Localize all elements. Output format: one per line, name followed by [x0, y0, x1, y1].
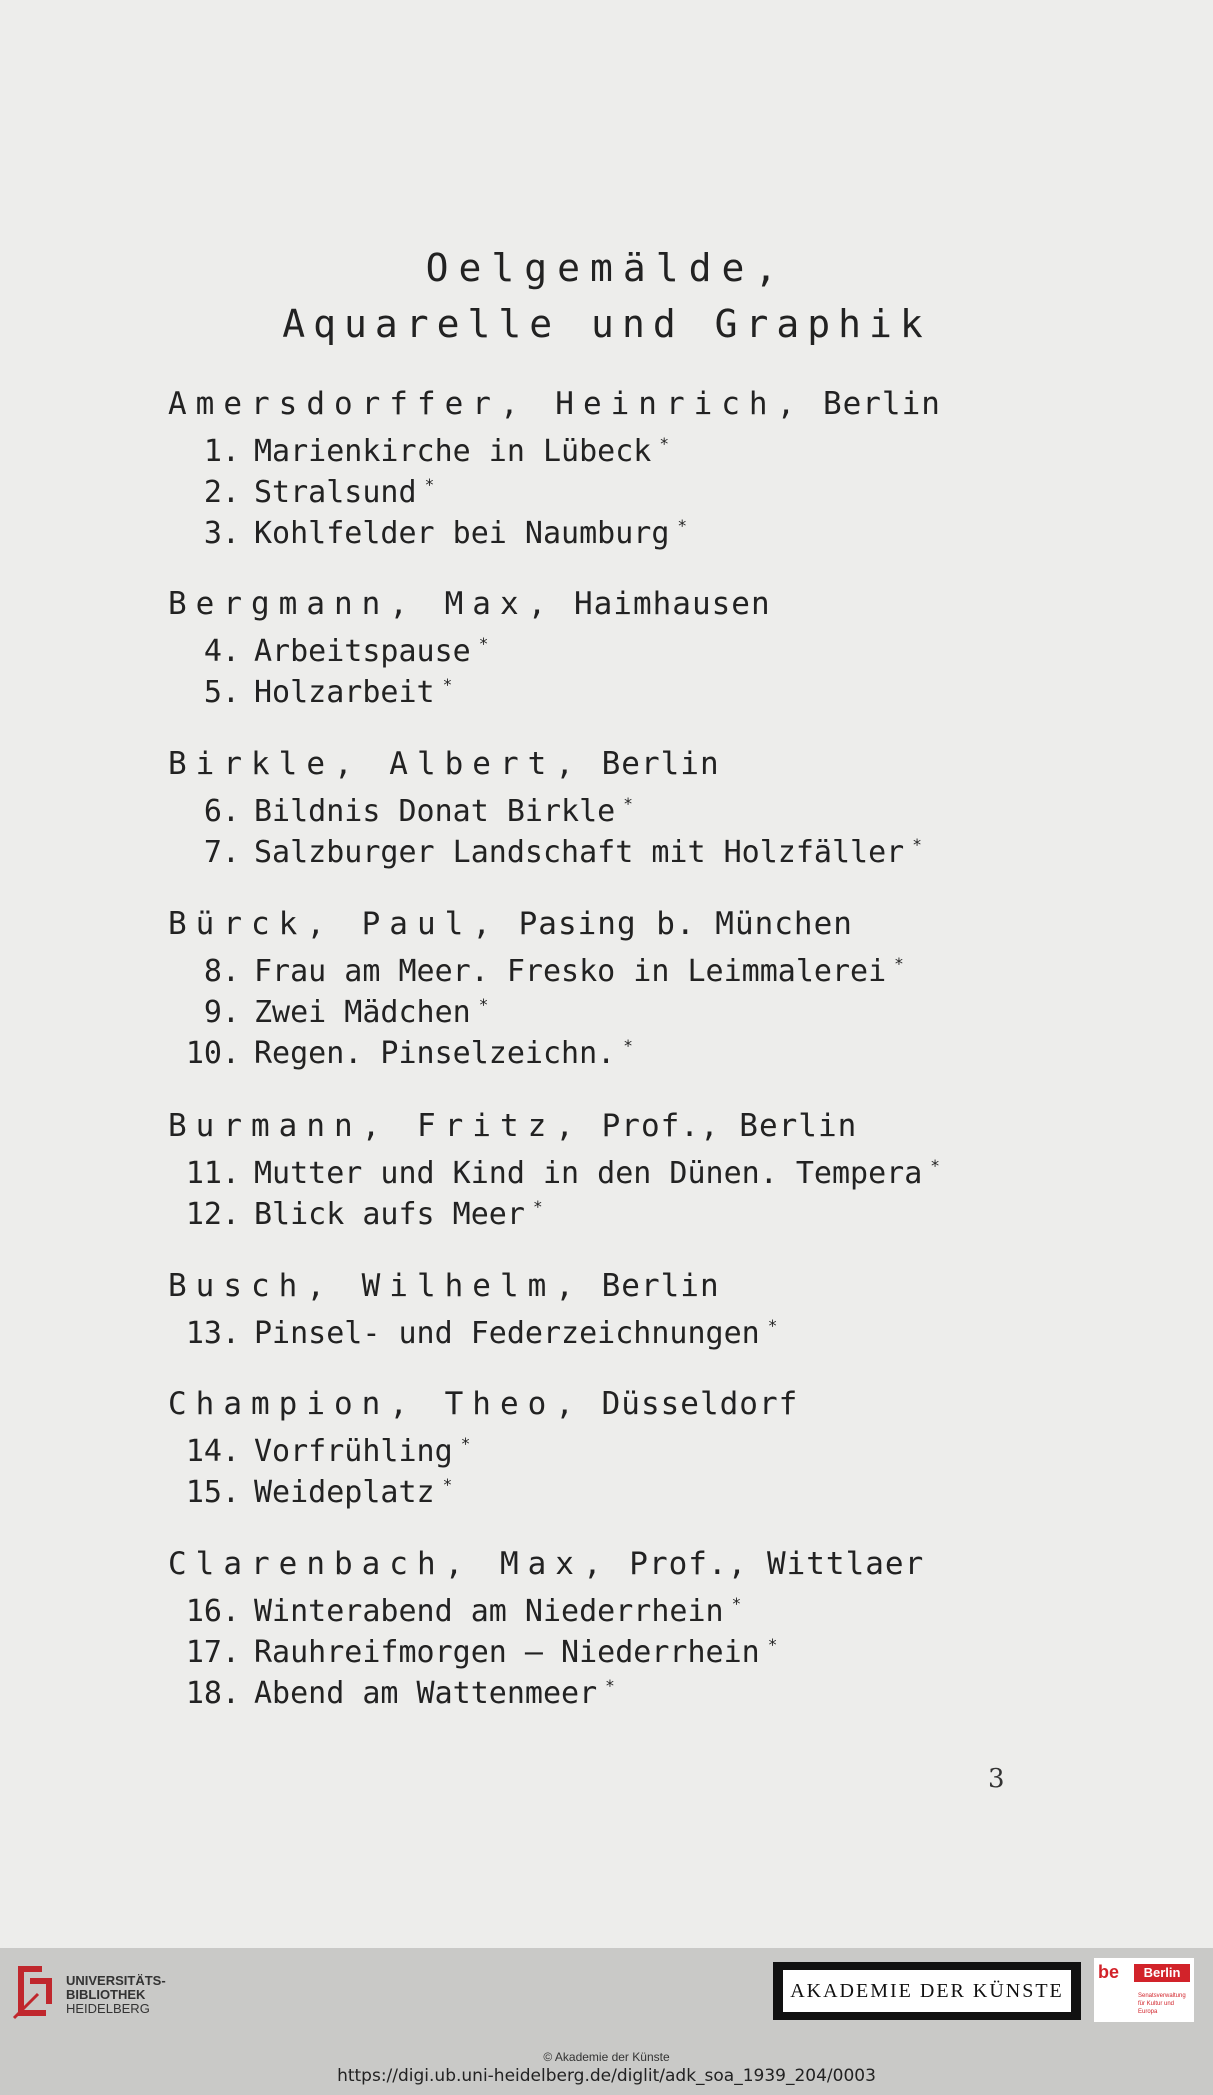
work-item	[180, 1594, 741, 1629]
work-item	[180, 1475, 452, 1510]
artist-name: Busch, Wilhelm,	[168, 1268, 583, 1304]
work-number: 8.	[203, 954, 240, 989]
work-item	[180, 794, 633, 829]
work-number: 10.	[185, 1036, 240, 1071]
work-asterisk: *	[478, 634, 489, 653]
artist-place: Pasing b. München	[518, 906, 853, 942]
work-title: Blick aufs Meer	[254, 1197, 525, 1232]
artist-name: Clarenbach, Max,	[168, 1546, 611, 1582]
work-item	[180, 434, 669, 469]
work-item	[180, 475, 434, 510]
work-asterisk: *	[605, 1676, 615, 1695]
work-title: Abend am Wattenmeer	[254, 1676, 598, 1711]
work-number: 12.	[185, 1197, 240, 1232]
work-number: 2.	[203, 475, 240, 510]
work-item	[180, 1635, 777, 1670]
berlin-subtitle	[1138, 1992, 1194, 2016]
work-item	[180, 995, 488, 1030]
work-asterisk: *	[912, 835, 922, 854]
artist-place: Prof., Berlin	[601, 1108, 858, 1144]
work-item	[180, 954, 904, 989]
copyright-notice: © Akademie der Künste	[543, 2050, 670, 2064]
artist-place: Berlin	[601, 746, 720, 782]
work-number: 7.	[203, 835, 240, 870]
work-asterisk: *	[659, 434, 669, 453]
akademie-der-kuenste-logo[interactable]	[773, 1962, 1081, 2020]
work-number: 1.	[203, 434, 240, 469]
work-title: Weideplatz	[254, 1475, 435, 1510]
work-title: Winterabend am Niederrhein	[254, 1594, 724, 1629]
work-item	[180, 835, 922, 870]
work-number: 14.	[185, 1434, 240, 1469]
ub-line-3: HEIDELBERG	[66, 2001, 150, 2016]
work-asterisk: *	[460, 1434, 471, 1453]
work-title: Vorfrühling	[254, 1434, 453, 1469]
work-item	[180, 1036, 633, 1071]
artist-heading	[168, 1108, 857, 1144]
work-asterisk: *	[623, 794, 633, 813]
work-number: 16.	[185, 1594, 240, 1629]
artist-heading	[168, 386, 941, 422]
artist-heading	[168, 1546, 924, 1582]
berlin-subtitle-line-1: Senatsverwaltung	[1138, 1993, 1186, 1999]
artist-place: Düsseldorf	[601, 1386, 799, 1422]
ub-heidelberg-logo[interactable]	[12, 1958, 172, 2028]
work-number: 11.	[185, 1156, 240, 1191]
artist-place: Berlin	[601, 1268, 720, 1304]
heading-line-2: Aquarelle und Graphik	[282, 302, 931, 346]
work-asterisk: *	[442, 1475, 453, 1494]
work-number: 3.	[203, 516, 240, 551]
artist-name: Bergmann, Max,	[168, 586, 556, 622]
work-title: Marienkirche in Lübeck	[254, 434, 652, 469]
ub-line-1: UNIVERSITÄTS-	[66, 1973, 166, 1988]
permalink-url[interactable]: https://digi.ub.uni-heidelberg.de/diglit/adk_soa_1939_204/0003	[337, 2066, 876, 2086]
work-title: Regen. Pinselzeichn.	[254, 1036, 616, 1071]
work-asterisk: *	[478, 995, 489, 1014]
work-number: 13.	[185, 1316, 240, 1351]
work-asterisk: *	[894, 954, 904, 973]
work-title: Rauhreifmorgen — Niederrhein	[254, 1635, 760, 1670]
work-item	[180, 1316, 777, 1351]
work-item	[180, 1197, 543, 1232]
artist-name: Amersdorffer, Heinrich,	[168, 386, 805, 422]
work-asterisk: *	[731, 1594, 742, 1613]
artist-heading	[168, 1268, 720, 1304]
work-item	[180, 1434, 470, 1469]
work-asterisk: *	[767, 1635, 778, 1654]
work-asterisk: *	[623, 1036, 633, 1055]
work-number: 15.	[185, 1475, 240, 1510]
ub-heidelberg-mark-icon	[12, 1958, 58, 2024]
adk-label: AKADEMIE DER KÜNSTE	[783, 1970, 1071, 2012]
artist-heading	[168, 746, 720, 782]
work-title: Salzburger Landschaft mit Holzfäller	[254, 835, 905, 870]
page-number: 3	[988, 1764, 1005, 1794]
artist-place: Prof., Wittlaer	[629, 1546, 925, 1582]
work-title: Bildnis Donat Birkle	[254, 794, 616, 829]
work-title: Frau am Meer. Fresko in Leimmalerei	[254, 954, 887, 989]
artist-name: Birkle, Albert,	[168, 746, 583, 782]
work-title: Stralsund	[254, 475, 417, 510]
work-title: Pinsel- und Federzeichnungen	[254, 1316, 760, 1351]
artist-name: Champion, Theo,	[168, 1386, 583, 1422]
artist-name: Bürck, Paul,	[168, 906, 500, 942]
work-number: 5.	[203, 675, 240, 710]
work-asterisk: *	[767, 1316, 778, 1335]
artist-heading	[168, 1386, 798, 1422]
berlin-senate-logo[interactable]	[1094, 1958, 1194, 2022]
work-item	[180, 1156, 940, 1191]
work-number: 18.	[185, 1676, 240, 1711]
work-title: Mutter und Kind in den Dünen. Tempera	[254, 1156, 923, 1191]
artist-place: Haimhausen	[573, 586, 771, 622]
work-item	[180, 1676, 615, 1711]
artist-heading	[168, 586, 771, 622]
work-item	[180, 516, 687, 551]
ub-line-2: BIBLIOTHEK	[66, 1987, 146, 2002]
work-asterisk: *	[532, 1197, 543, 1216]
work-title: Zwei Mädchen	[254, 995, 471, 1030]
ub-heidelberg-text	[66, 1974, 166, 2016]
work-title: Kohlfelder bei Naumburg	[254, 516, 670, 551]
work-title: Arbeitspause	[254, 634, 471, 669]
work-asterisk: *	[424, 475, 435, 494]
work-item	[180, 675, 452, 710]
heading-line-1: Oelgemälde,	[425, 246, 788, 290]
artist-place: Berlin	[822, 386, 941, 422]
work-asterisk: *	[677, 516, 688, 535]
work-item	[180, 634, 488, 669]
work-number: 6.	[203, 794, 240, 829]
berlin-label: Berlin	[1134, 1964, 1190, 1982]
work-asterisk: *	[442, 675, 453, 694]
work-title: Holzarbeit	[254, 675, 435, 710]
work-asterisk: *	[930, 1156, 940, 1175]
be-berlin-mark: be	[1098, 1962, 1120, 1982]
artist-heading	[168, 906, 853, 942]
work-number: 17.	[185, 1635, 240, 1670]
work-number: 9.	[203, 995, 240, 1030]
work-number: 4.	[203, 634, 240, 669]
artist-name: Burmann, Fritz,	[168, 1108, 583, 1144]
berlin-subtitle-line-2: für Kultur und Europa	[1138, 2001, 1175, 2015]
